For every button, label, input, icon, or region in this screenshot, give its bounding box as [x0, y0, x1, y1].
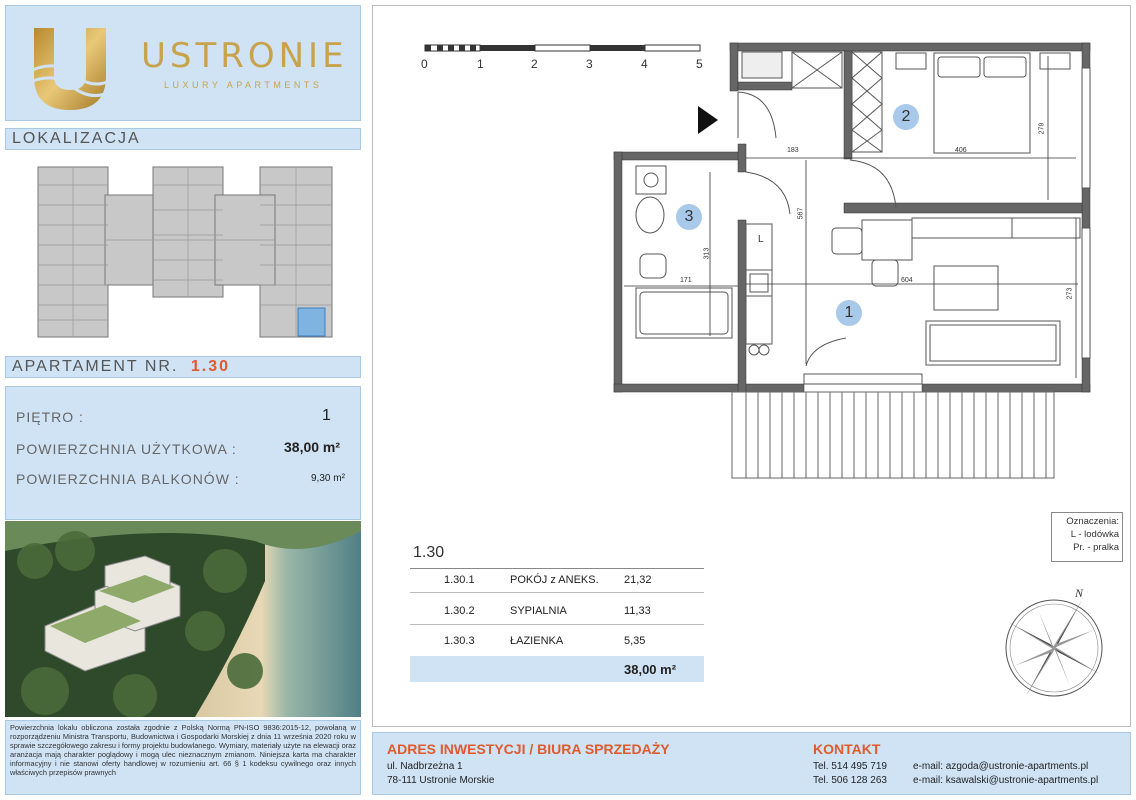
compass-north-label: N	[1075, 586, 1084, 600]
contact-panel	[372, 732, 1131, 795]
phone-2[interactable]: Tel. 506 128 263	[813, 775, 887, 786]
apartment-header	[5, 356, 361, 378]
scale-tick-2: 2	[531, 57, 538, 71]
dim-183: 183	[787, 147, 799, 154]
email-1[interactable]: e-mail: azgoda@ustronie-apartments.pl	[913, 761, 1089, 772]
scale-tick-3: 3	[586, 57, 593, 71]
balcony-value: 9,30 m²	[311, 473, 345, 484]
floor-plan	[600, 38, 1100, 488]
email-2[interactable]: e-mail: ksawalski@ustronie-apartments.pl	[913, 775, 1099, 786]
compass-icon	[998, 582, 1110, 702]
room-marker-2	[893, 104, 919, 130]
room-marker-1-label: 1	[844, 304, 854, 321]
location-header: LOKALIZACJA	[5, 128, 361, 150]
building-render	[5, 521, 361, 717]
apartment-number: 1.30	[190, 358, 230, 375]
room-id: 1.30.3	[444, 635, 475, 647]
area-value: 38,00 m²	[284, 439, 341, 455]
address-line2: 78-111 Ustronie Morskie	[387, 775, 495, 786]
scale-tick-4: 4	[641, 57, 648, 71]
room-area: 21,32	[624, 574, 652, 586]
room-marker-3	[676, 204, 702, 230]
legal-disclaimer: Powierzchnia lokalu obliczona została zgodnie z Polską Normą PN-ISO 9836:2015-12, powołaną w rozporządzeniu Ministra Transportu, Budownictwa i Gospodarki Morskiej z dnia 11 września 2020 roku w sprawie szczegółowego zakresu i formy projektu budowlanego. Wymiary, materiały użyte na elewacji oraz aranżacja mają charakter poglądowy i mogą ulec nieznacznym zmianom. Niniejsza karta ma charakter informacyjny i nie stanowi oferty handlowej w rozumieniu art. 66 § 1 kodeksu cywilnego oraz innych właściwych przepisów prawnych	[5, 720, 361, 795]
dim-171: 171	[680, 277, 692, 284]
brand-tagline: LUXURY APARTMENTS	[164, 80, 323, 90]
floor-value: 1	[322, 407, 331, 424]
balcony-label: POWIERZCHNIA BALKONÓW :	[16, 471, 240, 487]
fridge-label: L	[758, 234, 764, 245]
room-id: 1.30.2	[444, 605, 475, 617]
logo-panel	[5, 5, 361, 121]
room-area: 5,35	[624, 635, 646, 647]
dim-567: 567	[797, 207, 805, 220]
legend-washer: Pr. - pralka	[1073, 542, 1119, 553]
contact-title: KONTAKT	[813, 741, 881, 757]
address-title: ADRES INWESTYCJI / BIURA SPRZEDAŻY	[387, 741, 670, 757]
dim-313: 313	[703, 247, 711, 260]
area-label: POWIERZCHNIA UŻYTKOWA :	[16, 441, 237, 457]
address-line1: ul. Nadbrzeżna 1	[387, 761, 463, 772]
room-total: 38,00 m²	[624, 662, 677, 677]
room-name: POKÓJ z ANEKS.	[510, 574, 599, 586]
room-name: ŁAZIENKA	[510, 635, 564, 647]
room-marker-2-label: 2	[901, 108, 911, 125]
room-name: SYPIALNIA	[510, 605, 567, 617]
apartment-label: APARTAMENT NR.	[12, 358, 179, 375]
scale-tick-5: 5	[696, 57, 703, 71]
dim-273: 273	[1066, 287, 1074, 300]
room-id: 1.30.1	[444, 574, 475, 586]
scale-tick-1: 1	[477, 57, 484, 71]
brand-name: USTRONIE	[141, 36, 348, 76]
legend-fridge: L - lodówka	[1070, 529, 1119, 540]
entrance-arrow-icon	[698, 106, 718, 134]
dim-406: 406	[955, 147, 967, 154]
room-marker-1	[836, 300, 862, 326]
legend	[1051, 512, 1123, 562]
apartment-details	[5, 386, 361, 520]
room-marker-3-label: 3	[684, 208, 694, 225]
scale-tick-0: 0	[421, 57, 428, 71]
dim-279: 279	[1038, 122, 1046, 135]
location-map	[5, 155, 361, 345]
legend-title: Oznaczenia:	[1066, 516, 1119, 527]
floor-label: PIĘTRO :	[16, 409, 84, 425]
room-table-title: 1.30	[413, 544, 445, 561]
dim-604: 604	[901, 277, 913, 284]
phone-1[interactable]: Tel. 514 495 719	[813, 761, 887, 772]
room-area: 11,33	[624, 605, 651, 617]
